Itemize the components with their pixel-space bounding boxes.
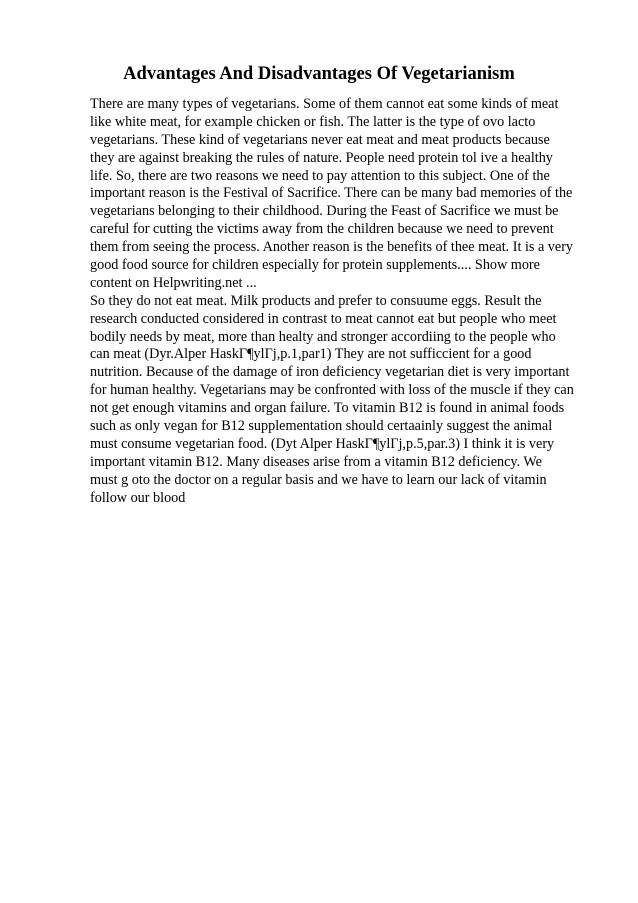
body-line: research conducted considered in contrast to meat cannot eat but people who meet: [90, 310, 557, 327]
body-line: There are many types of vegetarians. Some of them cannot eat some kinds of meat: [90, 96, 559, 112]
body-line: not get enough vitamins and organ failure. To vitamin B12 is found in animal foods: [90, 400, 565, 417]
body-line: content on Helpwriting.net ...: [90, 274, 257, 291]
body-line: must consume vegetarian food. (Dyt Alper HaskГ¶ylГј,p.5,par.3) I think it is very: [90, 435, 555, 452]
body-line: them from seeing the process. Another reason is the benefits of thee meat. It is a very: [90, 239, 574, 256]
body-line: vegetarians. These kind of vegetarians never eat meat and meat products because: [90, 131, 550, 148]
body-line: they are against breaking the rules of nature. People need protein tol ive a healthy: [90, 149, 553, 166]
body-line: can meat (Dyr.Alper HaskГ¶ylГј,p.1,par1) They are not sufficcient for a good: [90, 346, 532, 363]
body-line: like white meat, for example chicken or fish. The latter is the type of ovo lacto: [90, 113, 536, 130]
document-body: [90, 96, 600, 507]
body-line: important reason is the Festival of Sacrifice. There can be many bad memories of the: [90, 185, 573, 202]
body-line: must g oto the doctor on a regular basis and we have to learn our lack of vitamin: [90, 471, 547, 488]
body-line: vegetarians belonging to their childhood. During the Feast of Sacrifice we must be: [90, 203, 559, 220]
body-line: life. So, there are two reasons we need to pay attention to this subject. One of the: [90, 167, 550, 184]
body-line: careful for cutting the victims away from the children because we need to prevent: [90, 221, 554, 238]
body-line: such as only vegan for B12 supplementation should certaainly suggest the animal: [90, 418, 553, 435]
body-line: for human healthy. Vegetarians may be confronted with loss of the muscle if they can: [90, 382, 574, 399]
body-line: follow our blood: [90, 489, 186, 506]
body-line: nutrition. Because of the damage of iron deficiency vegetarian diet is very important: [90, 364, 570, 381]
body-line: So they do not eat meat. Milk products and prefer to consuume eggs. Result the: [90, 292, 542, 309]
body-line: important vitamin B12. Many diseases arise from a vitamin B12 deficiency. We: [90, 453, 542, 470]
document-title: Advantages And Disadvantages Of Vegetarianism: [123, 64, 515, 84]
body-line: bodily needs by meat, more than healty and stronger accordiing to the people who: [90, 328, 556, 345]
body-line: good food source for children especially for protein supplements.... Show more: [90, 257, 540, 274]
